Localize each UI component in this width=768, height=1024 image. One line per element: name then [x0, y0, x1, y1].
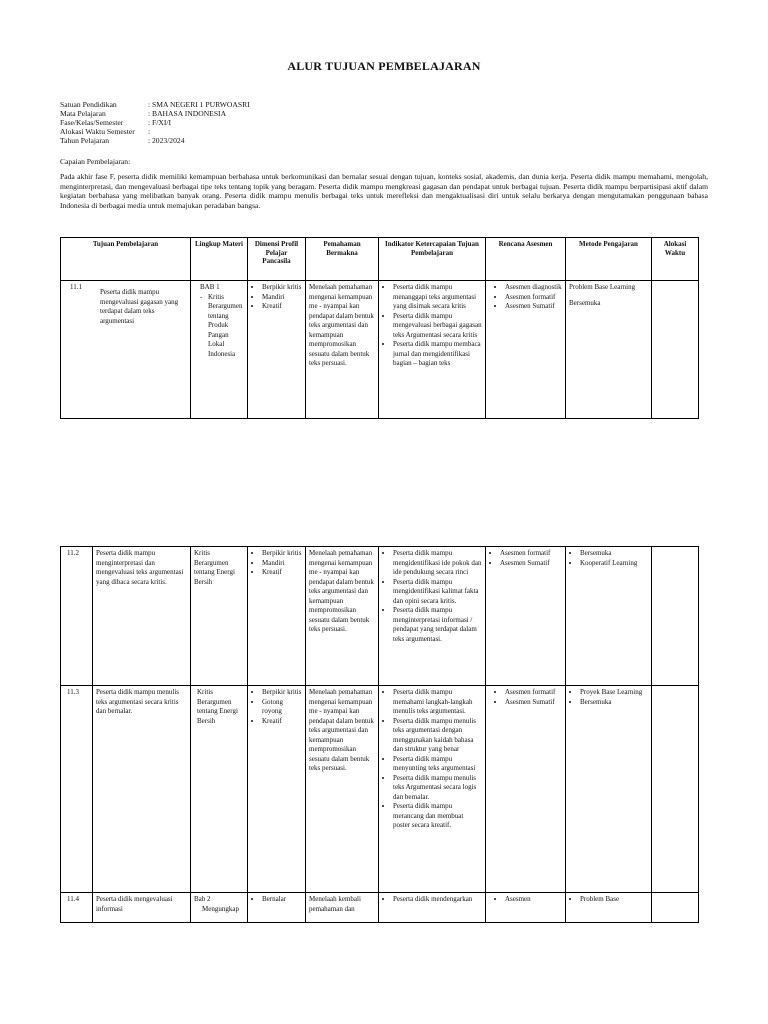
- indikator-cell: [379, 893, 486, 923]
- tp-number: 11.4: [61, 893, 93, 923]
- tp-text: Peserta didik mampu menulis teks argumentasi secara kritis dan bernalar.: [93, 686, 191, 893]
- header-pemahaman: Pemahaman Bermakna: [306, 238, 379, 281]
- tp-text: Peserta didik mampu mengevaluasi gagasan yang terdapat dalam teks argumentasi: [100, 288, 179, 325]
- materi-cell: Kritis Berargumen tentang Energi Bersih: [191, 686, 248, 893]
- info-row: [60, 136, 250, 145]
- pemahaman-cell: Menelaah pemahaman mengenai kemampuan me - nyampai kan pendapat dalam bentuk teks argumentasi dan kemampuan mempromosikan sesuatu dalam bentuk teks persuasi.: [306, 281, 379, 419]
- tp-cell: [61, 281, 191, 419]
- materi-item: - Kritis Berargumen tentang Produk Pangan Lokal Indonesia: [208, 293, 244, 360]
- alokasi-cell: [652, 281, 699, 419]
- metode-item: • Bersemuka: [580, 698, 648, 708]
- atp-table-part-2: [60, 546, 699, 923]
- asesmen-item: • Asesmen formatif: [505, 293, 562, 303]
- tp-number: 11.3: [61, 686, 93, 893]
- table-row: [61, 281, 699, 419]
- dimensi-cell: [248, 893, 306, 923]
- indikator-item: • Peserta didik mampu menginterpretasi informasi / pendapat yang terdapat dalam teks argumentasi.: [393, 606, 482, 644]
- asesmen-item: • Asesmen diagnostik: [505, 283, 562, 293]
- indikator-item: • Peserta didik mampu mengidentifikasi kalimat fakta dan opini secara kritis.: [393, 578, 482, 607]
- indikator-item: • Peserta didik mampu memahami langkah-langkah menulis teks argumentasi.: [393, 688, 482, 717]
- materi-cell: [191, 893, 248, 923]
- pemahaman-cell: Menelaah kembali pemahaman dan: [306, 893, 379, 923]
- info-key: Satuan Pendidikan: [60, 100, 117, 109]
- metode-cell: [566, 686, 652, 893]
- indikator-item: • Peserta didik mendengarkan: [393, 895, 482, 905]
- dimensi-item: • Kreatif: [262, 568, 302, 578]
- pemahaman-cell: Menelaah pemahaman mengenai kemampuan me - nyampai kan pendapat dalam bentuk teks argumentasi dan kemampuan mempromosikan sesuatu dalam bentuk teks persuasi.: [306, 547, 379, 686]
- alokasi-cell: [652, 686, 699, 893]
- metode-item: • Problem Base: [580, 895, 648, 905]
- asesmen-cell: [486, 547, 566, 686]
- header-dimensi: Dimensi Profil Pelajar Pancasila: [248, 238, 306, 281]
- dimensi-item: • Berpikir kritis: [262, 283, 302, 293]
- tp-number: 11.1: [70, 283, 82, 291]
- asesmen-cell: [486, 686, 566, 893]
- info-value: :: [148, 127, 151, 136]
- header-lingkup: Lingkup Materi: [191, 238, 248, 281]
- materi-head: Bab 2: [194, 895, 211, 903]
- indikator-cell: [379, 281, 486, 419]
- indikator-item: • Peserta didik mampu merancang dan membuat poster secara kreatif.: [393, 802, 482, 831]
- info-value: : F/XI/I: [148, 118, 171, 127]
- page-title: ALUR TUJUAN PEMBELAJARAN: [287, 59, 481, 73]
- indikator-item: • Peserta didik mampu menyunting teks argumentasi: [393, 755, 482, 774]
- capaian-text: Pada akhir fase F, peserta didik memiliki kemampuan berbahasa untuk berkomunikasi dan bernalar sesuai dengan tujuan, konteks sosial, akademis, dan dunia kerja. Peserta didik mampu memahami, mengolah, menginterpretasi, dan mengevaluasi berbagai tipe teks tentang topik yang beragam. Peserta didik mampu mengkreasi gagasan dan pendapat untuk berbagai tujuan. Peserta didik mampu berpartisipasi aktif dalam kegiatan berbahasa yang melibatkan banyak orang. Peserta didik mampu menulis berbagai teks untuk merefleksi dan mengaktualisasi diri untuk selalu berkarya dengan mengutamakan penggunaan bahasa Indonesia di berbagai media untuk memajukan peradaban bangsa.: [60, 172, 708, 210]
- materi-head: BAB 1: [200, 283, 220, 291]
- dimensi-cell: [248, 686, 306, 893]
- metode-cell: [566, 547, 652, 686]
- dimensi-item: • Mandiri: [262, 559, 302, 569]
- header-alokasi: Alokasi Waktu: [652, 238, 699, 281]
- metode-item: • Bersemuka: [580, 549, 648, 559]
- materi-cell: Kritis Berargumen tentang Energi Bersih: [191, 547, 248, 686]
- dimensi-item: • Berpikir kritis: [262, 549, 302, 559]
- tp-text: Peserta didik mengevaluasi informasi: [93, 893, 191, 923]
- metode-item: • Proyek Base Learning: [580, 688, 648, 698]
- indikator-item: • Peserta didik mampu mengidentifikasi ide pokok dan ide pendukung secara rinci: [393, 549, 482, 578]
- asesmen-item: • Asesmen Sumatif: [505, 302, 562, 312]
- dimensi-cell: [248, 547, 306, 686]
- asesmen-cell: [486, 281, 566, 419]
- indikator-item: • Peserta didik mampu menanggapi teks argumentasi yang disimak secara kritis: [393, 283, 482, 312]
- info-row: [60, 100, 250, 109]
- dimensi-item: • Bernalar: [262, 895, 302, 905]
- alokasi-cell: [652, 893, 699, 923]
- info-row: [60, 127, 250, 136]
- info-key: Mata Pelajaran: [60, 109, 106, 118]
- alokasi-cell: [652, 547, 699, 686]
- header-asesmen: Rencana Asesmen: [486, 238, 566, 281]
- atp-table-part-1: [60, 237, 699, 419]
- materi-item: Mengungkap: [202, 904, 239, 913]
- table-row: [61, 547, 699, 686]
- pemahaman-cell: Menelaah pemahaman mengenai kemampuan me - nyampai kan pendapat dalam bentuk teks argumentasi dan kemampuan mempromosikan sesuatu dalam bentuk teks persuasi.: [306, 686, 379, 893]
- indikator-item: • Peserta didik mampu menulis teks argumentasi dengan menggunakan kaidah bahasa dan struktur yang benar: [393, 717, 482, 755]
- header-indikator: Indikator Ketercapaian Tujuan Pembelajaran: [379, 238, 486, 281]
- dimensi-cell: [248, 281, 306, 419]
- tp-number: 11.2: [61, 547, 93, 686]
- dimensi-item: • Gotong royong: [262, 698, 302, 717]
- metode-cell: [566, 893, 652, 923]
- table-row: [61, 893, 699, 923]
- metode-item: Problem Base Learning: [569, 283, 636, 291]
- info-row: [60, 109, 250, 118]
- table-header-row: [61, 238, 699, 281]
- dimensi-item: • Kreatif: [262, 717, 302, 727]
- asesmen-item: • Asesmen Sumatif: [500, 559, 562, 569]
- header-metode: Metode Pengajaran: [566, 238, 652, 281]
- asesmen-item: • Asesmen formatif: [500, 549, 562, 559]
- table-row: [61, 686, 699, 893]
- identity-block: [60, 100, 250, 145]
- info-row: [60, 118, 250, 127]
- dimensi-item: • Mandiri: [262, 293, 302, 303]
- info-value: : 2023/2024: [148, 136, 185, 145]
- materi-cell: [191, 281, 248, 419]
- capaian-label: Capaian Pembelajaran:: [60, 157, 131, 166]
- indikator-cell: [379, 547, 486, 686]
- info-key: Tahun Pelajaran: [60, 136, 110, 145]
- info-value: : BAHASA INDONESIA: [148, 109, 227, 118]
- asesmen-item: • Asesmen: [505, 895, 562, 905]
- indikator-item: • Peserta didik mampu mengevaluasi berbagai gagasan teks Argumentasi secara kritis: [393, 312, 482, 341]
- metode-cell: [566, 281, 652, 419]
- header-tujuan: Tujuan Pembelajaran: [61, 238, 191, 281]
- info-key: Fase/Kelas/Semester: [60, 118, 124, 127]
- tp-text: Peserta didik mampu menginterpretasi dan mengevaluasi teks argumentasi yang dibaca secara kritis.: [93, 547, 191, 686]
- metode-item: Bersemuka: [569, 298, 601, 307]
- metode-item: • Kooperatif Learning: [580, 559, 648, 569]
- info-key: Alokasi Waktu Semester: [60, 127, 135, 136]
- dimensi-item: • Kreatif: [262, 302, 302, 312]
- asesmen-cell: [486, 893, 566, 923]
- asesmen-item: • Asesmen Sumatif: [505, 698, 562, 708]
- dimensi-item: • Berpikir kritis: [262, 688, 302, 698]
- indikator-item: • Peserta didik mampu menulis teks Argumentasi secara logis dan bernalar.: [393, 774, 482, 803]
- indikator-item: • Peserta didik mampu membaca jurnal dan mengidentifikasi bagian – bagian teks: [393, 340, 482, 369]
- indikator-cell: [379, 686, 486, 893]
- info-value: : SMA NEGERI 1 PURWOASRI: [148, 100, 250, 109]
- asesmen-item: • Asesmen formatif: [505, 688, 562, 698]
